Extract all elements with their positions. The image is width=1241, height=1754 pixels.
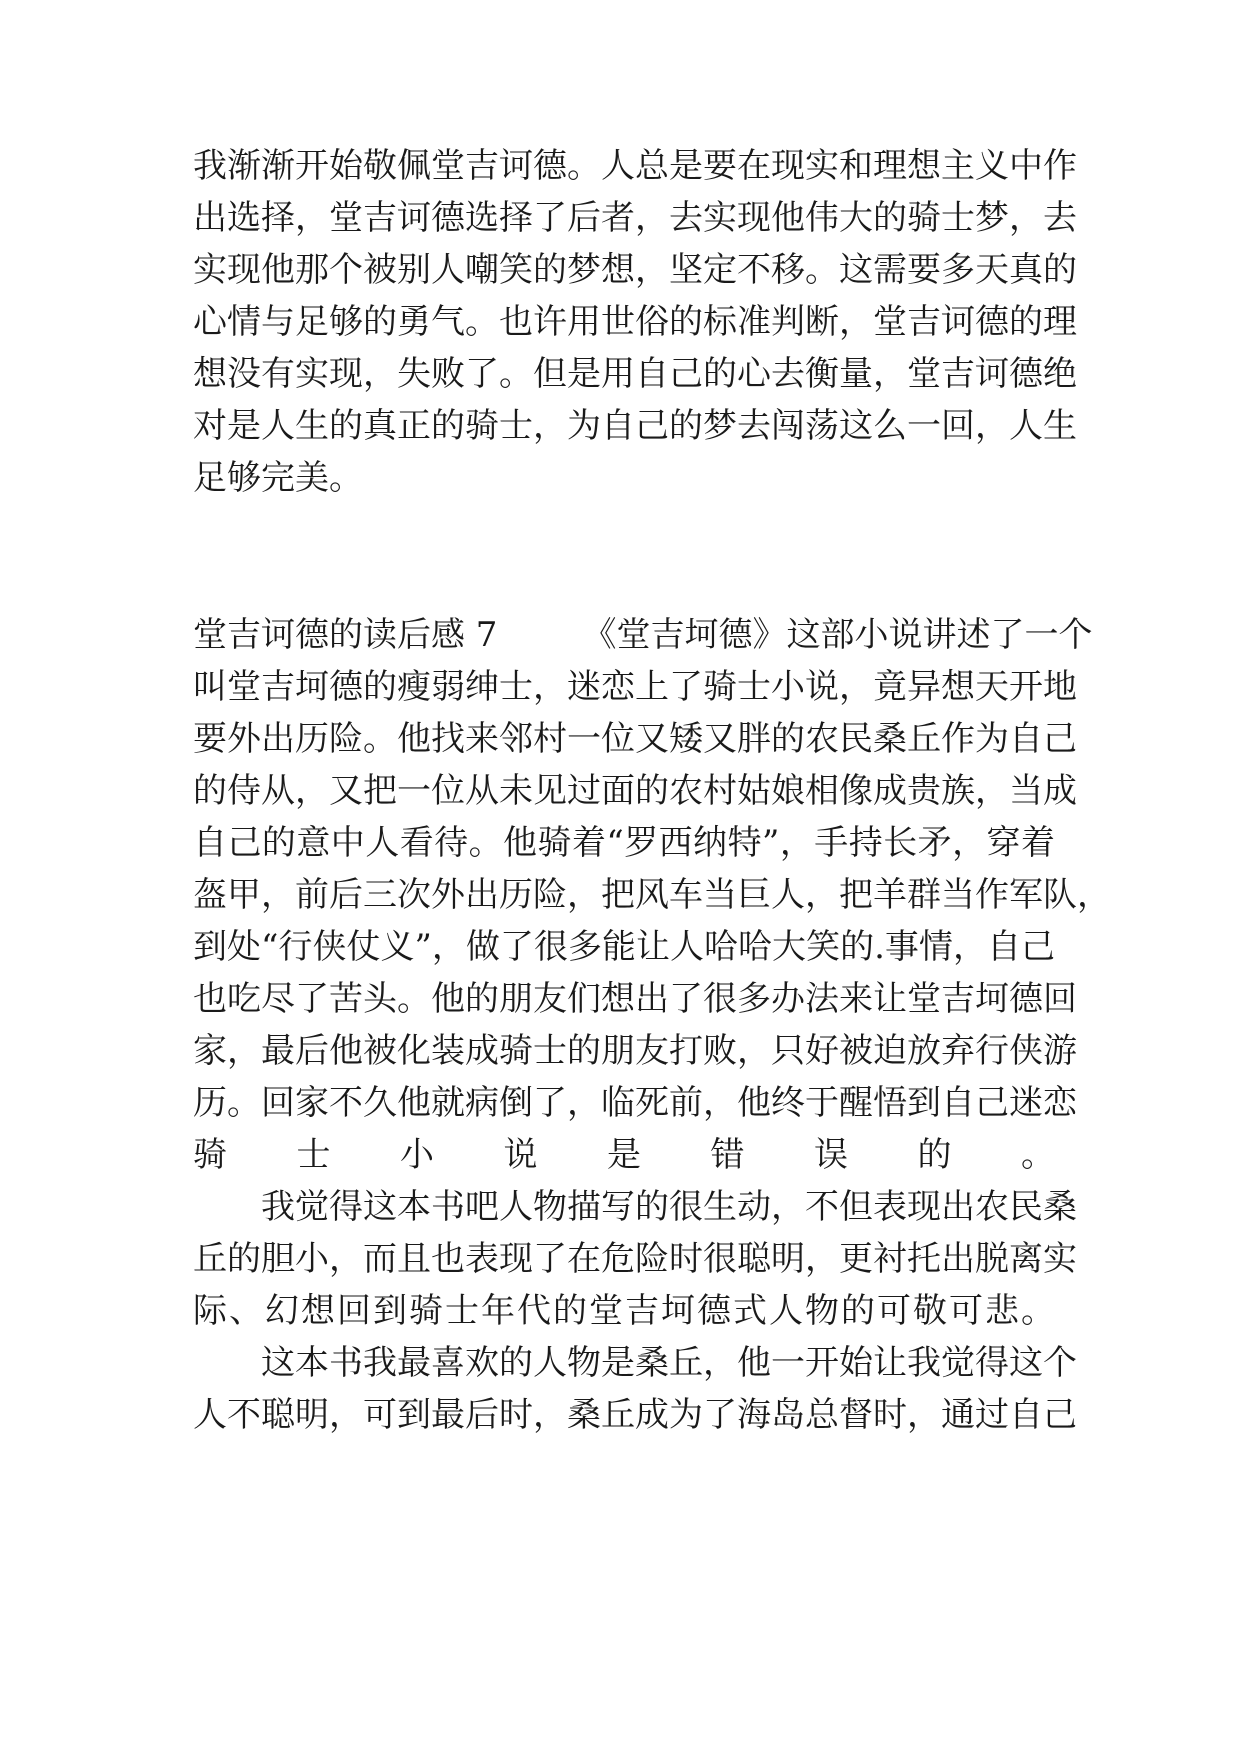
paragraph-line: 家，最后他被化装成骑士的朋友打败，只好被迫放弃行侠游 — [193, 1031, 1077, 1071]
paragraph-line: 历。回家不久他就病倒了，临死前，他终于醒悟到自己迷恋 — [193, 1083, 1077, 1123]
paragraph-line: 际、幻想回到骑士年代的堂吉坷德式人物的可敬可悲。 — [193, 1291, 1055, 1331]
paragraph-line: 自己的意中人看待。他骑着“罗西纳特”，手持长矛，穿着 — [193, 823, 1055, 863]
paragraph-line: 出选择，堂吉诃德选择了后者，去实现他伟大的骑士梦，去 — [193, 198, 1077, 238]
paragraph-line: 想没有实现，失败了。但是用自己的心去衡量，堂吉诃德绝 — [193, 354, 1077, 394]
paragraph-line: 骑士小说是错误的。 — [193, 1135, 1055, 1175]
paragraph-line: 人不聪明，可到最后时，桑丘成为了海岛总督时，通过自己 — [193, 1395, 1077, 1435]
paragraph-line: 丘的胆小，而且也表现了在危险时很聪明，更衬托出脱离实 — [193, 1239, 1077, 1279]
paragraph-line: 对是人生的真正的骑士，为自己的梦去闯荡这么一回，人生 — [193, 406, 1077, 446]
paragraph-line: 的侍从，又把一位从未见过面的农村姑娘相像成贵族，当成 — [193, 771, 1077, 811]
paragraph-line: 到处“行侠仗义”，做了很多能让人哈哈大笑的.事情，自己 — [193, 927, 1055, 967]
paragraph-line: 盔甲，前后三次外出历险，把风车当巨人，把羊群当作军队， — [193, 875, 1111, 915]
paragraph-line: 我渐渐开始敬佩堂吉诃德。人总是要在现实和理想主义中作 — [193, 146, 1077, 186]
paragraph-line: 这本书我最喜欢的人物是桑丘，他一开始让我觉得这个 — [193, 1343, 1077, 1383]
section-heading-line: 堂吉诃德的读后感 7 《堂吉坷德》这部小说讲述了一个 — [193, 615, 1093, 655]
paragraph-line: 也吃尽了苦头。他的朋友们想出了很多办法来让堂吉坷德回 — [193, 979, 1077, 1019]
paragraph-line: 我觉得这本书吧人物描写的很生动，不但表现出农民桑 — [193, 1187, 1077, 1227]
paragraph-line: 心情与足够的勇气。也许用世俗的标准判断，堂吉诃德的理 — [193, 302, 1077, 342]
paragraph-line: 叫堂吉坷德的瘦弱绅士，迷恋上了骑士小说，竟异想天开地 — [193, 667, 1077, 707]
paragraph-line: 要外出历险。他找来邻村一位又矮又胖的农民桑丘作为自己 — [193, 719, 1077, 759]
paragraph-line: 足够完美。 — [193, 458, 363, 498]
paragraph-line: 实现他那个被别人嘲笑的梦想，坚定不移。这需要多天真的 — [193, 250, 1077, 290]
